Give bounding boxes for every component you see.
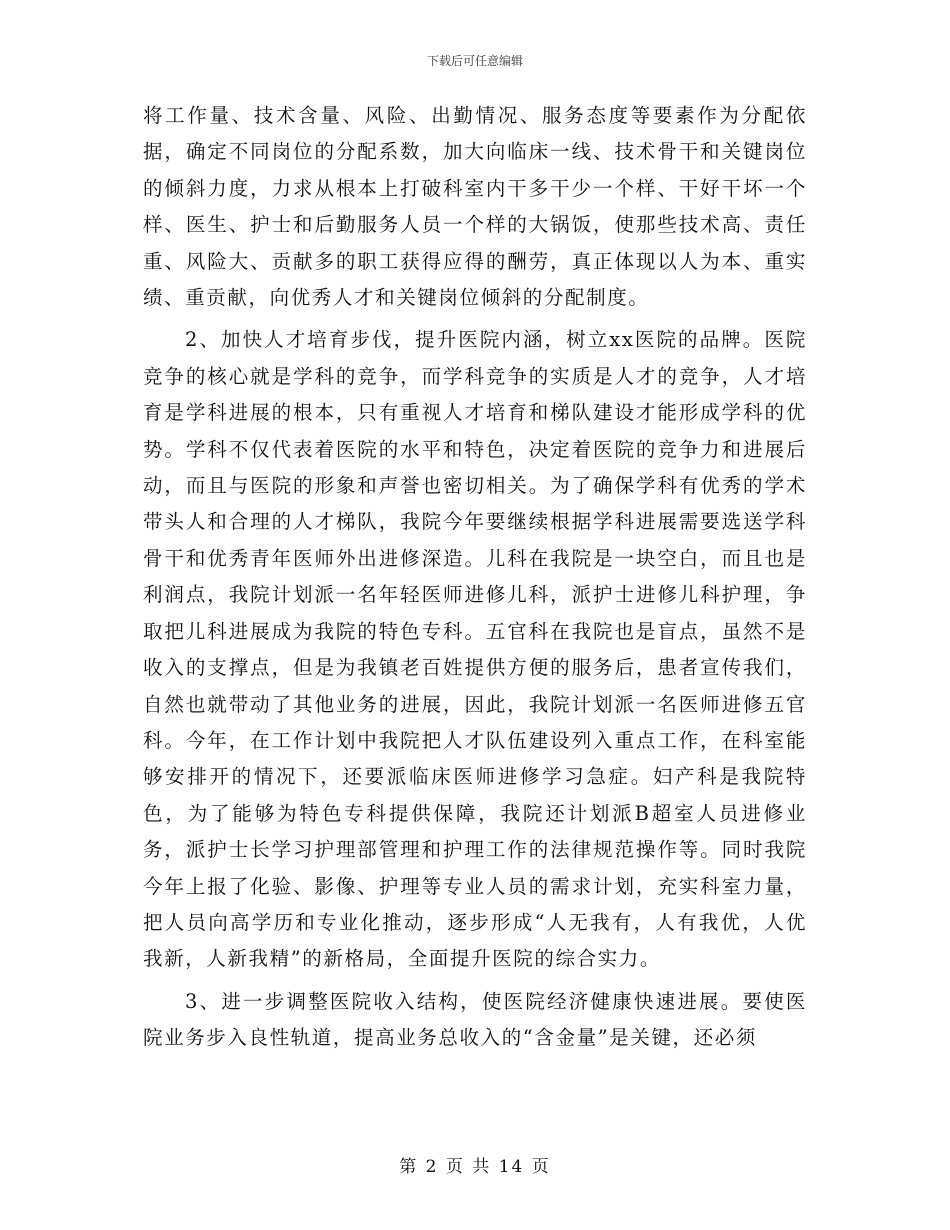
paragraph-talent-training: 2、加快人才培育步伐，提升医院内涵，树立xx医院的品牌。医院竞争的核心就是学科的竞争，而学科竞争的实质是人才的竞争，人才培育是学科进展的根本，只有重视人才培育和梯队建设才能形成学科的优势。学科不仅代表着医院的水平和特色，决定着医院的竞争力和进展后动，而且与医院的形象和声誉也密切相关。为了确保学科有优秀的学术带头人和合理的人才梯队，我院今年要继续根据学科进展需要选送学科骨干和优秀青年医师外出进修深造。儿科在我院是一块空白，而且也是利润点，我院计划派一名年轻医师进修儿科，派护士进修儿科护理，争取把儿科进展成为我院的特色专科。五官科在我院也是盲点，虽然不是收入的支撑点，但是为我镇老百姓提供方便的服务后，患者宣传我们，自然也就带动了其他业务的进展，因此，我院计划派一名医师进修五官科。今年，在工作计划中我院把人才队伍建设列入重点工作，在科室能够安排开的情况下，还要派临床医师进修学习急症。妇产科是我院特色，为了能够为特色专科提供保障，我院还计划派B超室人员进修业务，派护士长学习护理部管理和护理工作的法律规范操作等。同时我院今年上报了化验、影像、护理等专业人员的需求计划，充实科室力量，把人员向高学历和专业化推动，逐步形成“人无我有，人有我优，人优我新，人新我精”的新格局，全面提升医院的综合实力。 (143, 328, 807, 971)
page-header-note: 下载后可任意编辑 (426, 54, 523, 68)
document-body (143, 98, 807, 1057)
page-number: 第 2 页 共 14 页 (399, 1157, 551, 1177)
paragraph-continuation: 将工作量、技术含量、风险、出勤情况、服务态度等要素作为分配依据，确定不同岗位的分配系数，加大向临床一线、技术骨干和关键岗位的倾斜力度，力求从根本上打破科室内干多干少一个样、干好干坏一个样、医生、护士和后勤服务人员一个样的大锅饭，使那些技术高、责任重、风险大、贡献多的职工获得应得的酬劳，真正体现以人为本、重实绩、重贡献，向优秀人才和关键岗位倾斜的分配制度。 (143, 104, 807, 310)
paragraph-income-structure: 3、进一步调整医院收入结构，使医院经济健康快速进展。要使医院业务步入良性轨道，提高业务总收入的“含金量”是关键，还必须 (143, 989, 807, 1050)
